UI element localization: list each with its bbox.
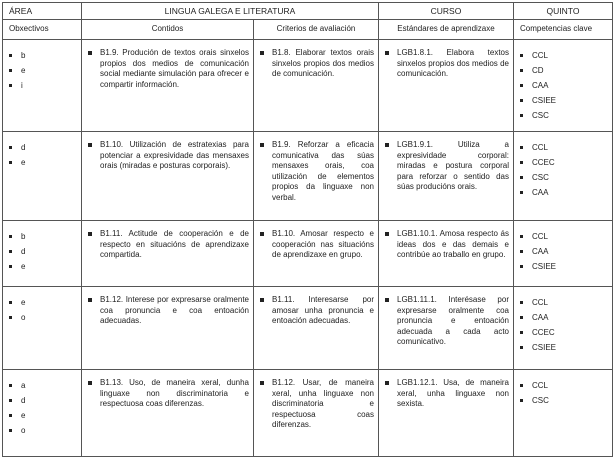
table-row [3, 370, 613, 457]
competence-item: CAA [518, 185, 608, 200]
objectives-cell [3, 40, 82, 132]
objective-item: b [7, 48, 77, 63]
area-label: ÁREA [3, 3, 82, 20]
standard-text: LGB1.11.1. Interésase por expresarse oralmente coa pronuncia e entoación adecuada a cada acto comunicativo. [383, 295, 509, 348]
standard-text: LGB1.10.1. Amosa respecto ás ideas dos e das demais e contribúe ao traballo en grupo. [383, 229, 509, 261]
criteria-cell [254, 287, 379, 370]
content-text: B1.9. Produción de textos orais sinxelos propios dos medios de comunicación social mediante simulación para ofrecer e compartir información. [86, 48, 249, 90]
header-row [3, 3, 613, 20]
course-value: QUINTO [514, 3, 613, 20]
competence-item: CCL [518, 229, 608, 244]
standard-text: LGB1.9.1. Utiliza a expresividade corporal: miradas e postura corporal para reforzar o sentido das súas producións orais. [383, 140, 509, 193]
objective-item: d [7, 244, 77, 259]
competence-item: CCL [518, 48, 608, 63]
competences-cell [514, 40, 613, 132]
table-row [3, 287, 613, 370]
standard-cell [379, 287, 514, 370]
competence-item: CSIEE [518, 259, 608, 274]
content-text: B1.13. Uso, de maneira xeral, dunha linguaxe non discriminatoria e respectuosa coas diferenzas. [86, 378, 249, 410]
criteria-cell [254, 40, 379, 132]
standard-text: LGB1.12.1. Usa, de maneira xeral, unha linguaxe non sexista. [383, 378, 509, 410]
table-row [3, 40, 613, 132]
standard-cell [379, 370, 514, 457]
competence-item: CCEC [518, 155, 608, 170]
curriculum-table [2, 2, 613, 457]
objectives-cell [3, 370, 82, 457]
objectives-cell [3, 132, 82, 221]
competence-item: CCL [518, 295, 608, 310]
objective-item: o [7, 310, 77, 325]
content-cell [82, 287, 254, 370]
competence-item: CSIEE [518, 93, 608, 108]
criteria-cell [254, 221, 379, 287]
standard-cell [379, 132, 514, 221]
content-cell [82, 221, 254, 287]
content-cell [82, 132, 254, 221]
criteria-cell [254, 132, 379, 221]
competence-item: CSC [518, 393, 608, 408]
objective-item: a [7, 378, 77, 393]
table-row [3, 221, 613, 287]
criteria-text: B1.12. Usar, de maneira xeral, unha linguaxe non discriminatoria e respectuosa coas diferenzas. [258, 378, 374, 431]
objective-item: e [7, 63, 77, 78]
objective-item: e [7, 408, 77, 423]
content-cell [82, 370, 254, 457]
competence-item: CSC [518, 108, 608, 123]
competence-item: CD [518, 63, 608, 78]
col-competences: Competencias clave [514, 20, 613, 40]
competences-cell [514, 132, 613, 221]
objectives-cell [3, 287, 82, 370]
competence-item: CAA [518, 244, 608, 259]
col-criteria: Criterios de avaliación [254, 20, 379, 40]
objective-item: e [7, 259, 77, 274]
content-text: B1.11. Actitude de cooperación e de respecto en situacións de aprendizaxe compartida. [86, 229, 249, 261]
objective-item: e [7, 295, 77, 310]
competences-cell [514, 370, 613, 457]
competence-item: CAA [518, 310, 608, 325]
competence-item: CAA [518, 78, 608, 93]
subject-title: LINGUA GALEGA E LITERATURA [82, 3, 379, 20]
content-text: B1.12. Interese por expresarse oralmente coa pronuncia e coa entoación adecuadas. [86, 295, 249, 327]
standard-cell [379, 221, 514, 287]
column-header-row [3, 20, 613, 40]
competence-item: CSC [518, 170, 608, 185]
col-objectives: Obxectivos [3, 20, 82, 40]
objective-item: d [7, 140, 77, 155]
objective-item: e [7, 155, 77, 170]
objective-item: b [7, 229, 77, 244]
col-contents: Contidos [82, 20, 254, 40]
objective-item: o [7, 423, 77, 438]
criteria-cell [254, 370, 379, 457]
criteria-text: B1.8. Elaborar textos orais sinxelos propios dos medios de comunicación. [258, 48, 374, 80]
course-label: CURSO [379, 3, 514, 20]
criteria-text: B1.11. Interesarse por amosar unha pronuncia e entoación adecuadas. [258, 295, 374, 327]
objectives-cell [3, 221, 82, 287]
objective-item: d [7, 393, 77, 408]
criteria-text: B1.10. Amosar respecto e cooperación nas situacións de aprendizaxe en grupo. [258, 229, 374, 261]
competence-item: CCL [518, 378, 608, 393]
standard-cell [379, 40, 514, 132]
col-standards: Estándares de aprendizaxe [379, 20, 514, 40]
content-cell [82, 40, 254, 132]
competences-cell [514, 221, 613, 287]
competence-item: CCEC [518, 325, 608, 340]
criteria-text: B1.9. Reforzar a eficacia comunicativa das súas mensaxes orais, coa utilización de elementos propios da linguaxe non verbal. [258, 140, 374, 203]
competences-cell [514, 287, 613, 370]
content-text: B1.10. Utilización de estratexias para potenciar a expresividade das mensaxes orais (miradas e posturas corporais). [86, 140, 249, 172]
objective-item: i [7, 78, 77, 93]
standard-text: LGB1.8.1. Elabora textos sinxelos propios dos medios de comunicación. [383, 48, 509, 80]
table-row [3, 132, 613, 221]
competence-item: CSIEE [518, 340, 608, 355]
competence-item: CCL [518, 140, 608, 155]
